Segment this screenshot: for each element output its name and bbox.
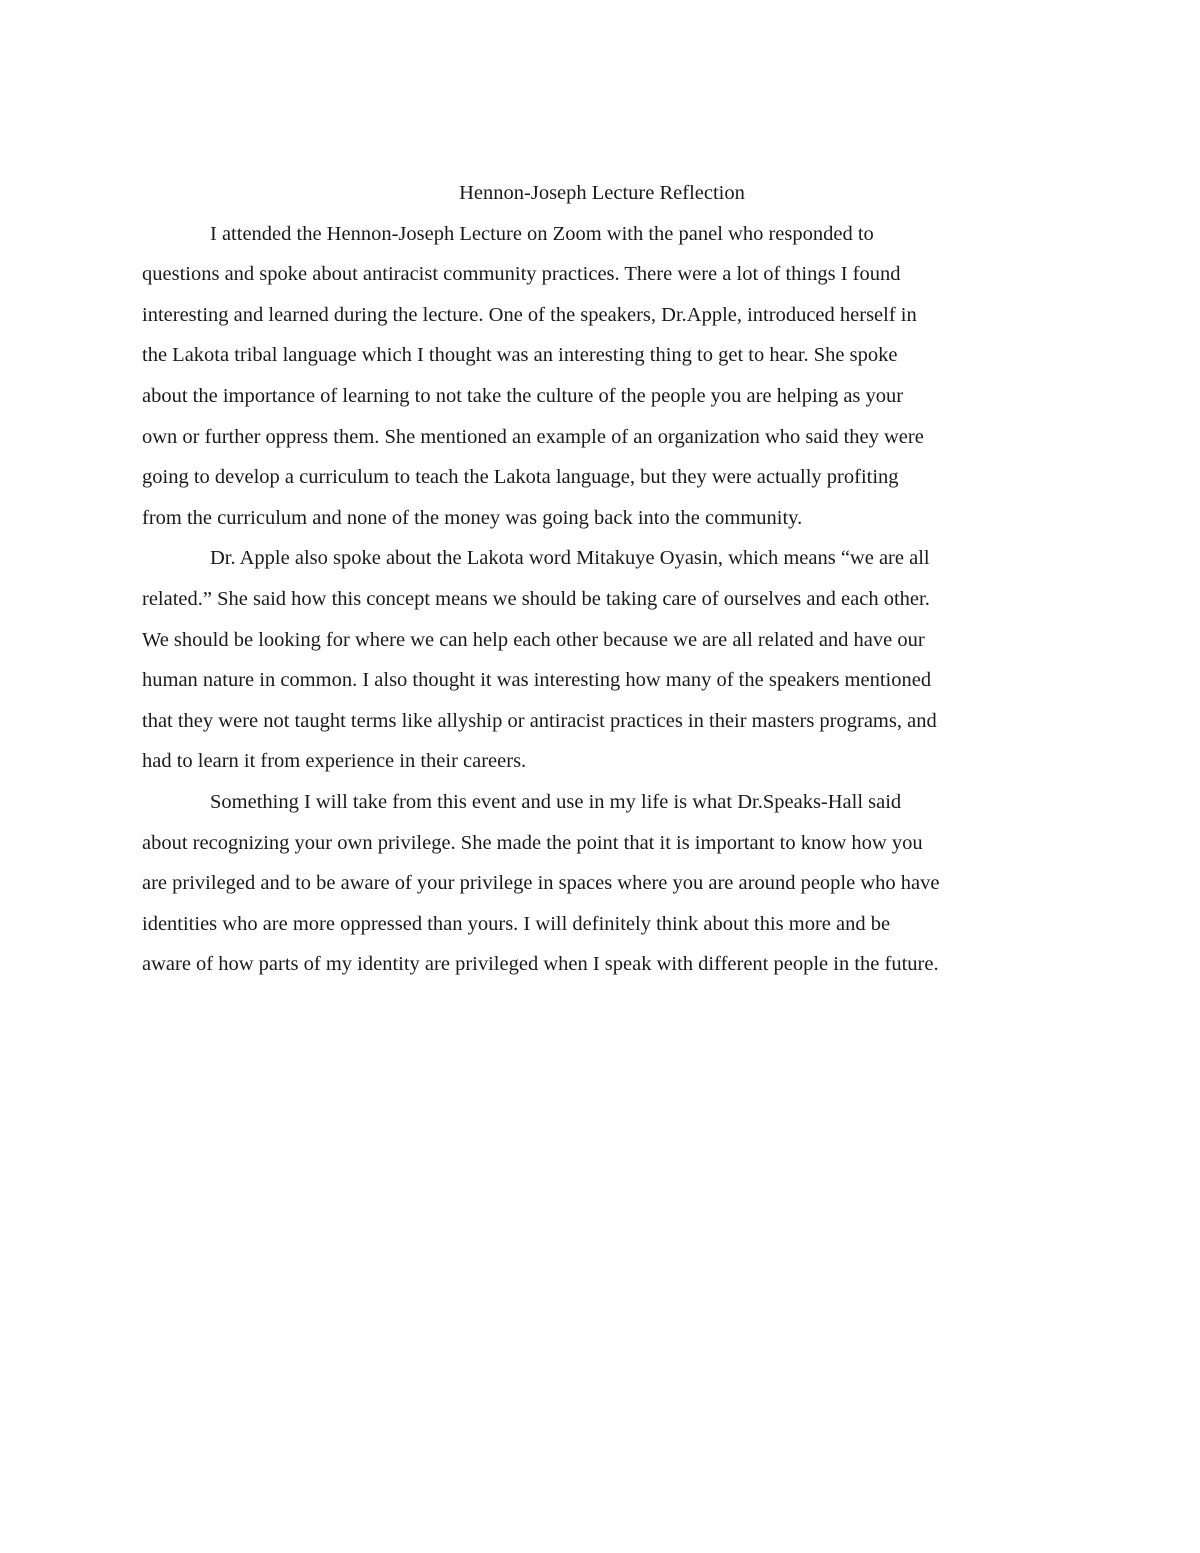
paragraph-line: aware of how parts of my identity are privileged when I speak with different people in the future. (142, 953, 939, 976)
paragraph-line: Dr. Apple also spoke about the Lakota word Mitakuye Oyasin, which means “we are all (210, 547, 930, 570)
paragraph-line: questions and spoke about antiracist community practices. There were a lot of things I found (142, 263, 901, 286)
paragraph-line: that they were not taught terms like allyship or antiracist practices in their masters programs, and (142, 709, 937, 732)
paragraph-line: I attended the Hennon-Joseph Lecture on Zoom with the panel who responded to (210, 222, 874, 245)
paragraph-line: are privileged and to be aware of your privilege in spaces where you are around people who have (142, 872, 940, 895)
document-body (142, 173, 1062, 985)
paragraph-line: own or further oppress them. She mentioned an example of an organization who said they were (142, 425, 924, 448)
paragraph-line: We should be looking for where we can help each other because we are all related and have our (142, 628, 925, 651)
paragraph-line: interesting and learned during the lecture. One of the speakers, Dr.Apple, introduced herself in (142, 303, 917, 326)
paragraph-2 (142, 538, 1062, 782)
paragraph-line: human nature in common. I also thought it was interesting how many of the speakers mentioned (142, 669, 932, 692)
paragraph-line: the Lakota tribal language which I thought was an interesting thing to get to hear. She spoke (142, 344, 898, 367)
paragraph-line: about recognizing your own privilege. She made the point that it is important to know how you (142, 831, 923, 854)
paragraph-line: going to develop a curriculum to teach the Lakota language, but they were actually profiting (142, 466, 899, 489)
paragraph-line: about the importance of learning to not take the culture of the people you are helping as your (142, 384, 904, 407)
paragraph-line: from the curriculum and none of the money was going back into the community. (142, 506, 803, 529)
paragraph-line: Something I will take from this event and use in my life is what Dr.Speaks-Hall said (210, 790, 902, 813)
paragraph-3 (142, 782, 1062, 985)
paragraph-line: had to learn it from experience in their careers. (142, 750, 527, 773)
paragraph-line: related.” She said how this concept means we should be taking care of ourselves and each other. (142, 587, 930, 610)
document-title: Hennon-Joseph Lecture Reflection (459, 182, 745, 204)
paragraph-line: identities who are more oppressed than yours. I will definitely think about this more and be (142, 912, 891, 935)
paragraph-1 (142, 214, 1062, 539)
